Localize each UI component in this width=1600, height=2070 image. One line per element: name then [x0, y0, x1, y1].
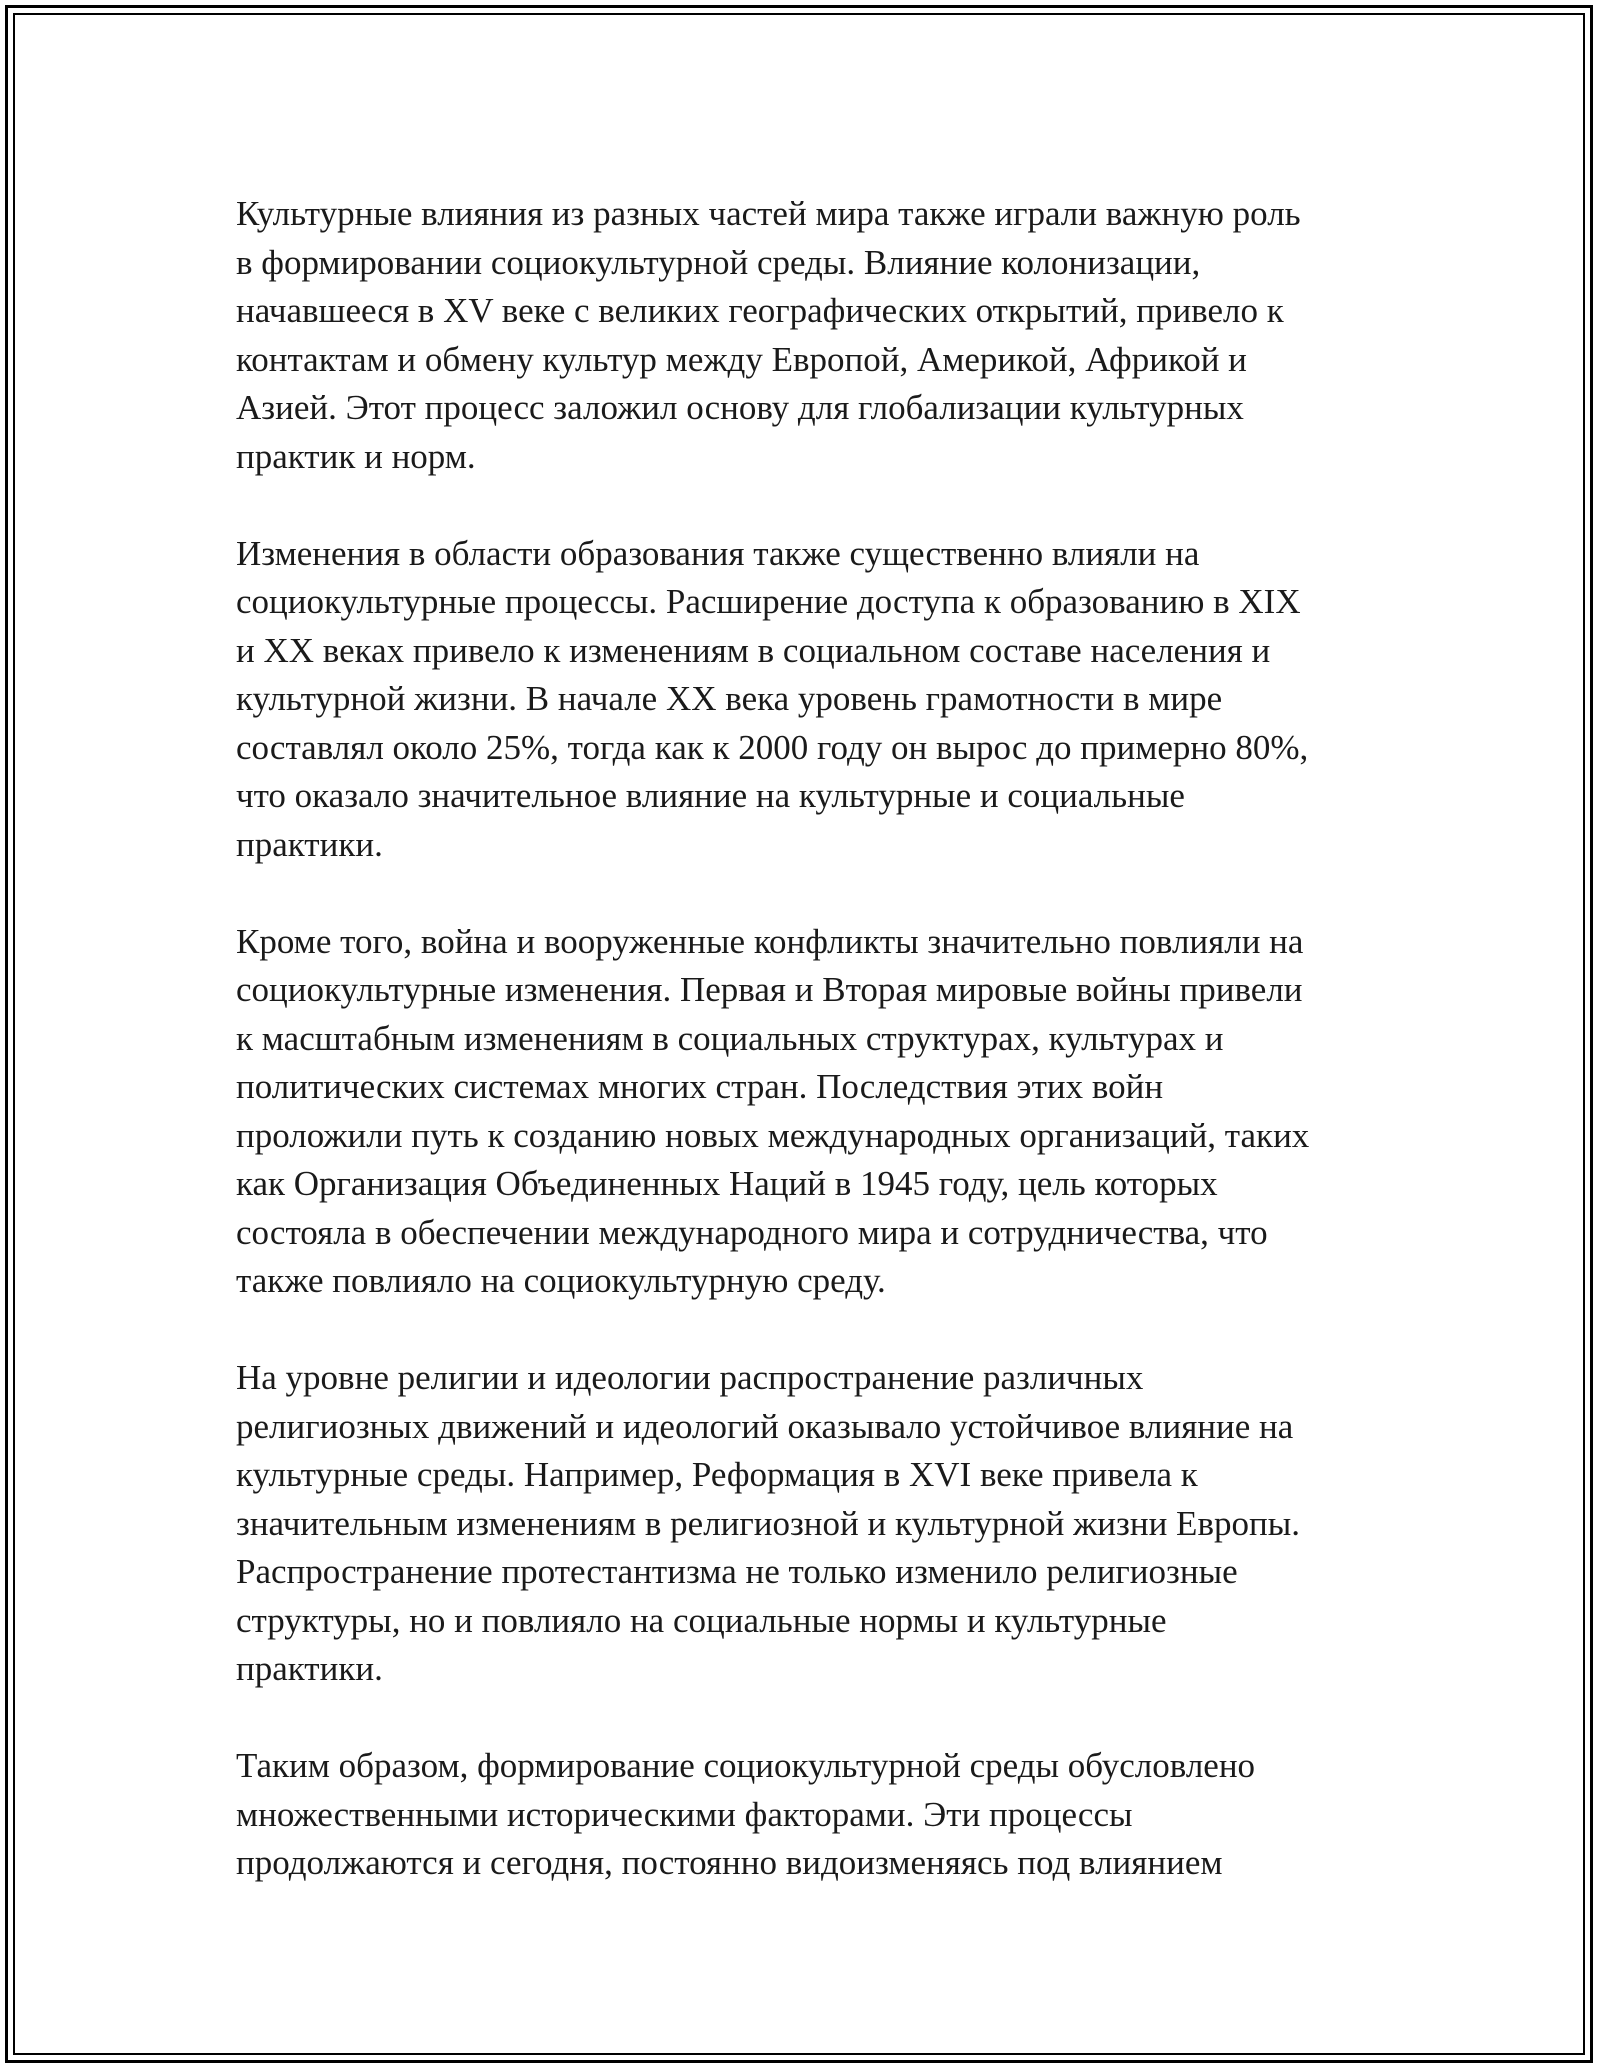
text-line: Изменения в области образования также существенно влияли на — [236, 533, 1200, 573]
text-line: социокультурные процессы. Расширение доступа к образованию в XIX — [236, 582, 1301, 621]
text-line: как Организация Объединенных Наций в 1945 году, цель которых — [236, 1164, 1218, 1203]
text-line: контактам и обмену культур между Европой, Америкой, Африкой и — [236, 339, 1247, 379]
paragraph-cultural-influences — [236, 190, 1366, 481]
paragraph-religion — [236, 1354, 1366, 1694]
text-line: социокультурные изменения. Первая и Вторая мировые войны привели — [236, 970, 1303, 1009]
text-line: Кроме того, война и вооруженные конфликты значительно повлияли на — [236, 921, 1304, 961]
text-line: практики. — [236, 1649, 383, 1688]
text-line: составлял около 25%, тогда как к 2000 году он вырос до примерно 80%, — [236, 727, 1309, 767]
text-line: практик и норм. — [236, 436, 476, 476]
text-line: Азией. Этот процесс заложил основу для глобализации культурных — [236, 388, 1244, 427]
text-line: проложили путь к созданию новых международных организаций, таких — [236, 1115, 1310, 1155]
text-line: культурные среды. Например, Реформация в XVI веке привела к — [236, 1455, 1198, 1494]
text-line: начавшееся в XV веке с великих географических открытий, привело к — [236, 291, 1284, 330]
document-body — [236, 190, 1366, 1936]
text-line: множественными историческими факторами. Эти процессы — [236, 1794, 1133, 1834]
text-line: политических системах многих стран. Последствия этих войн — [236, 1067, 1164, 1106]
text-line: Таким образом, формирование социокультурной среды обусловлено — [236, 1746, 1256, 1785]
text-line: что оказало значительное влияние на культурные и социальные — [236, 776, 1185, 815]
text-line: в формировании социокультурной среды. Влияние колонизации, — [236, 242, 1201, 282]
text-line: культурной жизни. В начале XX века уровень грамотности в мире — [236, 679, 1223, 718]
text-line: религиозных движений и идеологий оказывало устойчивое влияние на — [236, 1406, 1294, 1446]
text-line: Распространение протестантизма не только изменило религиозные — [236, 1552, 1238, 1591]
text-line: состояла в обеспечении международного мира и сотрудничества, что — [236, 1212, 1268, 1252]
paragraph-conclusion — [236, 1742, 1366, 1888]
text-line: практики. — [236, 824, 383, 864]
text-line: и XX веках привело к изменениям в социальном составе населения и — [236, 630, 1271, 670]
paragraph-wars — [236, 918, 1366, 1306]
paragraph-education — [236, 530, 1366, 870]
text-line: также повлияло на социокультурную среду. — [236, 1261, 886, 1300]
text-line: к масштабным изменениям в социальных структурах, культурах и — [236, 1018, 1224, 1058]
text-line: структуры, но и повлияло на социальные нормы и культурные — [236, 1600, 1167, 1640]
text-line: На уровне религии и идеологии распространение различных — [236, 1358, 1144, 1397]
text-line: значительным изменениям в религиозной и культурной жизни Европы. — [236, 1503, 1300, 1543]
text-line: продолжаются и сегодня, постоянно видоизменяясь под влиянием — [236, 1843, 1223, 1882]
text-line: Культурные влияния из разных частей мира также играли важную роль — [236, 194, 1301, 233]
